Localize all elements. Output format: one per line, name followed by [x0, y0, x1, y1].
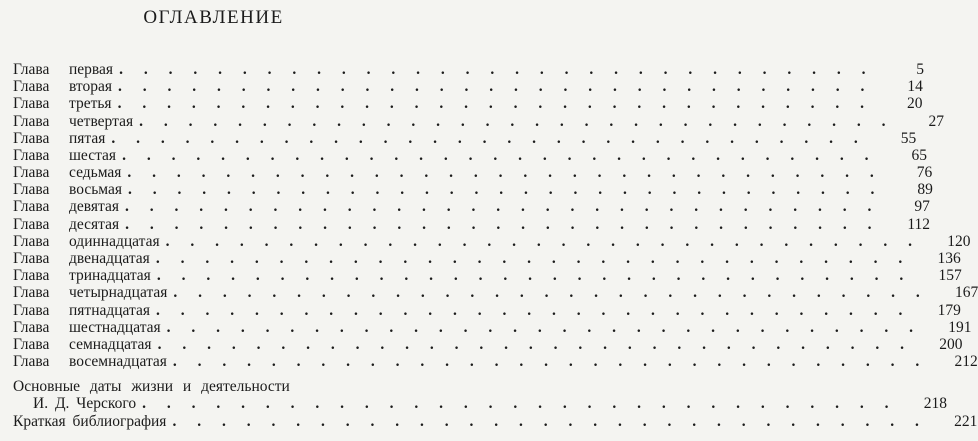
- chapter-label: Глава первая: [13, 60, 114, 78]
- dot-leader: . . . . . . . . . . . . . . . . . . . . . . . . . . . . . . .: [156, 301, 911, 319]
- chapter-label: Глава пятнадцатая: [13, 301, 151, 319]
- dot-leader: . . . . . . . . . . . . . . . . . . . . . . . . . . . . . . .: [172, 412, 928, 430]
- page-number: 89: [917, 181, 933, 199]
- toc-entry-bibliography: [13, 412, 978, 431]
- toc-entry-chapter-1: [13, 60, 924, 78]
- page-number: 157: [938, 267, 962, 285]
- chapter-label: Глава четырнадцатая: [13, 284, 168, 302]
- page-number: 5: [916, 60, 924, 78]
- dot-leader: . . . . . . . . . . . . . . . . . . . . . . . . . . . . . . .: [119, 60, 874, 78]
- chapter-label: Глава девятая: [13, 198, 119, 216]
- chapter-label: Глава пятая: [13, 129, 106, 147]
- toc-entry-chapter-2: [13, 78, 923, 96]
- dot-leader: . . . . . . . . . . . . . . . . . . . . . . . . . . . . . . .: [118, 78, 873, 96]
- page-number: 55: [900, 129, 917, 147]
- chapter-label: Глава вторая: [13, 78, 113, 96]
- toc-entry-chapter-11: [13, 232, 971, 250]
- page-number: 76: [916, 164, 933, 182]
- toc-entry-chapter-9: [13, 198, 930, 216]
- chapter-label: Глава шестнадцатая: [13, 318, 161, 336]
- toc-entry-chapter-4: [13, 112, 944, 130]
- chapter-label: Глава седьмая: [13, 164, 122, 182]
- dot-leader: . . . . . . . . . . . . . . . . . . . . . . . . . . . . . . .: [165, 232, 921, 250]
- toc-entry-chapter-18: [13, 353, 978, 371]
- page-number: 65: [911, 146, 927, 164]
- page-number: 200: [939, 335, 963, 353]
- dot-leader: . . . . . . . . . . . . . . . . . . . . . . . . . . . . . . .: [127, 164, 883, 182]
- page-number: 179: [937, 301, 961, 319]
- chapter-label: Глава шестая: [13, 146, 117, 164]
- chapter-label: Глава семнадцатая: [13, 335, 152, 353]
- dot-leader: . . . . . . . . . . . . . . . . . . . . . . . . . . . . . . .: [166, 318, 922, 336]
- chapter-label: Глава восемнадцатая: [13, 353, 167, 371]
- chapter-label: Глава десятая: [13, 215, 120, 233]
- page-number: 221: [954, 412, 978, 430]
- dot-leader: . . . . . . . . . . . . . . . . . . . . . . . . . . . . . . .: [156, 267, 912, 285]
- page-number: 191: [948, 318, 972, 336]
- dates-entry-line1: Основные даты жизни и деятельности: [13, 378, 290, 395]
- dot-leader: . . . . . . . . . . . . . . . . . . . . . . . . . . . . . . .: [157, 335, 913, 353]
- page-number: 136: [937, 250, 961, 268]
- chapter-label: Глава тринадцатая: [13, 267, 151, 285]
- toc-entry-chapter-8: [13, 181, 933, 199]
- chapter-list: [13, 60, 978, 371]
- dot-leader: . . . . . . . . . . . . . . . . . . . . . . . . . . . . . . .: [124, 198, 880, 216]
- dot-leader: . . . . . . . . . . . . . . . . . . . . . . . . . . . . . . .: [111, 129, 867, 147]
- toc-entry-chapter-17: [13, 335, 963, 353]
- page-number: 14: [907, 78, 923, 96]
- toc-entry-chapter-3: [13, 95, 923, 113]
- page-number: 120: [947, 232, 971, 250]
- page-number: 97: [914, 198, 930, 216]
- dot-leader: . . . . . . . . . . . . . . . . . . . . . . . . . . . . . . .: [173, 284, 929, 302]
- toc-entry-chapter-15: [13, 301, 961, 319]
- page-number: 27: [928, 112, 944, 130]
- page-number: 212: [954, 353, 978, 371]
- dot-leader: . . . . . . . . . . . . . . . . . . . . . . . . . . . . . . .: [172, 353, 928, 371]
- dot-leader: . . . . . . . . . . . . . . . . . . . . . . . . . . . . . . .: [128, 181, 883, 199]
- dot-leader: . . . . . . . . . . . . . . . . . . . . . . . . . . . . . . .: [125, 215, 881, 233]
- chapter-label: Глава третья: [13, 95, 112, 113]
- dates-entry-line2: И. Д. Черского: [33, 395, 137, 413]
- toc-title: ОГЛАВЛЕНИЕ: [143, 7, 284, 28]
- page-number: 112: [907, 215, 931, 233]
- chapter-label: Глава одиннадцатая: [13, 232, 160, 250]
- page-number: 218: [923, 395, 947, 413]
- chapter-label: Глава двенадцатая: [13, 250, 150, 268]
- toc-entry-chapter-16: [13, 318, 972, 336]
- toc-entry-chapter-5: [13, 129, 917, 147]
- toc-entry-chapter-14: [13, 284, 978, 302]
- toc-entry-chapter-12: [13, 250, 961, 268]
- toc-entry-chapter-7: [13, 164, 933, 182]
- dot-leader: . . . . . . . . . . . . . . . . . . . . . . . . . . . . . . .: [155, 250, 911, 268]
- bibliography-label: Краткая библиография: [13, 412, 167, 430]
- page-number: 20: [906, 95, 923, 113]
- chapter-label: Глава четвертая: [13, 112, 134, 130]
- dot-leader: . . . . . . . . . . . . . . . . . . . . . . . . . . . . . . .: [139, 112, 894, 130]
- toc-entry-dates: [13, 395, 947, 413]
- dot-leader: . . . . . . . . . . . . . . . . . . . . . . . . . . . . . . .: [122, 146, 877, 164]
- dot-leader: . . . . . . . . . . . . . . . . . . . . . . . . . . . . . . .: [117, 95, 873, 113]
- toc-entry-chapter-10: [13, 215, 931, 233]
- dot-leader: . . . . . . . . . . . . . . . . . . . . . . . . . . . . . . .: [142, 395, 897, 413]
- toc-entry-chapter-13: [13, 267, 962, 285]
- chapter-label: Глава восьмая: [13, 181, 123, 199]
- page-number: 167: [955, 284, 978, 302]
- toc-entry-chapter-6: [13, 146, 927, 164]
- appendix-list: [13, 378, 978, 430]
